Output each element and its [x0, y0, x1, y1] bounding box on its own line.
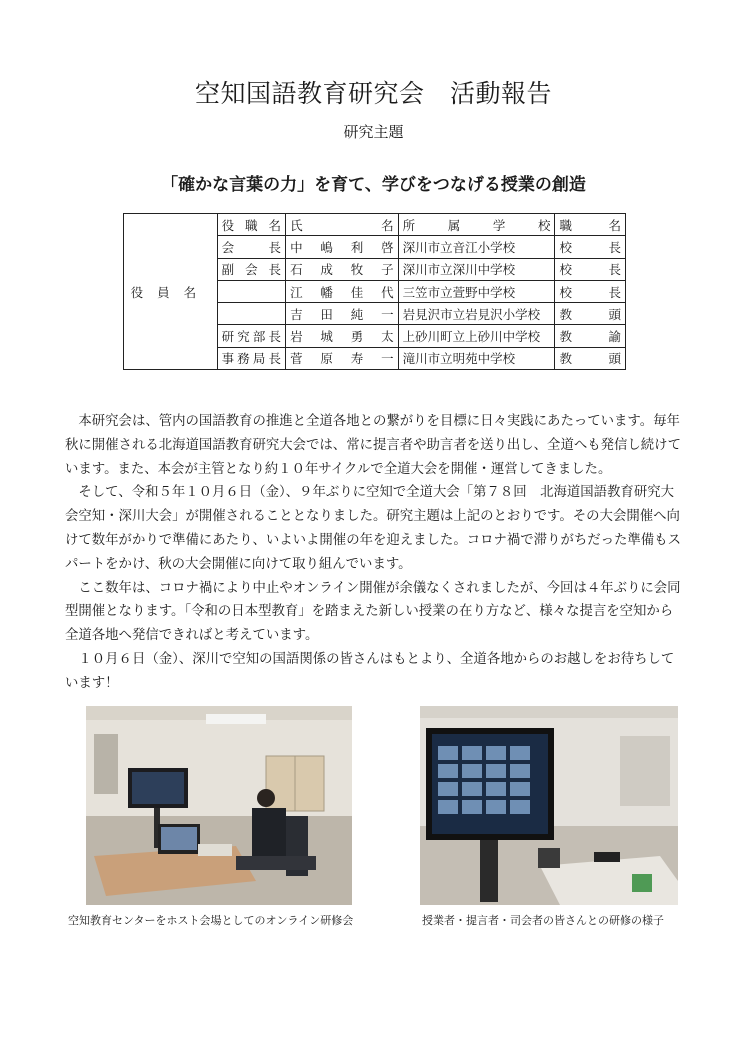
photo-conference-monitor-illustration — [420, 706, 678, 905]
member-position: 会長 — [217, 236, 285, 258]
member-name: 吉田純一 — [286, 303, 399, 325]
header-school: 所属学校 — [398, 214, 555, 236]
member-school: 深川市立音江小学校 — [398, 236, 555, 258]
member-title: 教頭 — [555, 347, 626, 369]
member-name: 岩城勇太 — [286, 325, 399, 347]
research-theme: 「確かな言葉の力」を育て、学びをつなげる授業の創造 — [161, 175, 586, 195]
member-position — [217, 303, 285, 325]
member-title: 校長 — [555, 258, 626, 280]
member-school: 深川市立深川中学校 — [398, 258, 555, 280]
member-title: 校長 — [555, 280, 626, 302]
photo-caption: 空知教育センターをホスト会場としてのオンライン研修会 — [68, 914, 354, 927]
header-title: 職名 — [555, 214, 626, 236]
paragraph: 本研究会は、管内の国語教育の推進と全道各地との繋がりを目標に日々実践にあたっています。毎年秋に開催される北海道国語教育研究大会では、常に提言者や助言者を送り出し、全道へも発信し続けています。また、本会が主管となり約１０年サイクルで全道大会を開催・運営してきました。 — [65, 414, 681, 477]
photo-online-training — [86, 706, 352, 905]
member-school: 三笠市立萱野中学校 — [398, 280, 555, 302]
header-name: 氏名 — [286, 214, 399, 236]
member-position — [217, 280, 285, 302]
member-title: 教頭 — [555, 303, 626, 325]
member-position: 副会長 — [217, 258, 285, 280]
officers-table — [123, 213, 626, 370]
page-title: 空知国語教育研究会 活動報告 — [194, 79, 552, 108]
paragraph: ここ数年は、コロナ禍により中止やオンライン開催が余儀なくされましたが、今回は４年ぶりに会同型開催となります。「令和の日本型教育」を踏まえた新しい授業の在り方など、様々な提言を空知から全道各地へ発信できればと考えています。 — [65, 580, 681, 644]
photo-caption: 授業者・提言者・司会者の皆さんとの研修の様子 — [422, 914, 664, 927]
member-school: 滝川市立明苑中学校 — [398, 347, 555, 369]
member-position: 事務局長 — [217, 347, 285, 369]
member-position: 研究部長 — [217, 325, 285, 347]
officers-group-label: 役員名 — [124, 214, 218, 370]
member-name: 江幡佳代 — [286, 280, 399, 302]
paragraph: そして、令和５年１０月６日（金）、９年ぶりに空知で全道大会「第７８回 北海道国語教育研究大会空知・深川大会」が開催されることとなりました。研究主題は上記のとおりです。その大会開催へ向けて数年がかりで準備にあたり、いよいよ開催の年を迎えました。コロナ禍で滞りがちだった準備もスパートをかけ、秋の大会開催に向けて取り組んでいます。 — [65, 485, 681, 572]
table-header-row — [124, 214, 626, 236]
member-title: 校長 — [555, 236, 626, 258]
member-name: 中嶋利啓 — [286, 236, 399, 258]
photo-online-training-illustration — [86, 706, 352, 905]
theme-label: 研究主題 — [343, 123, 404, 141]
report-body — [65, 410, 685, 696]
member-school: 岩見沢市立岩見沢小学校 — [398, 303, 555, 325]
member-name: 菅原寿一 — [286, 347, 399, 369]
member-title: 教諭 — [555, 325, 626, 347]
photo-conference-monitor — [420, 706, 678, 905]
member-name: 石成牧子 — [286, 258, 399, 280]
member-school: 上砂川町立上砂川中学校 — [398, 325, 555, 347]
header-position: 役職名 — [217, 214, 285, 236]
paragraph: １０月６日（金）、深川で空知の国語関係の皆さんはもとより、全道各地からのお越しをお待ちしています！ — [65, 651, 675, 691]
